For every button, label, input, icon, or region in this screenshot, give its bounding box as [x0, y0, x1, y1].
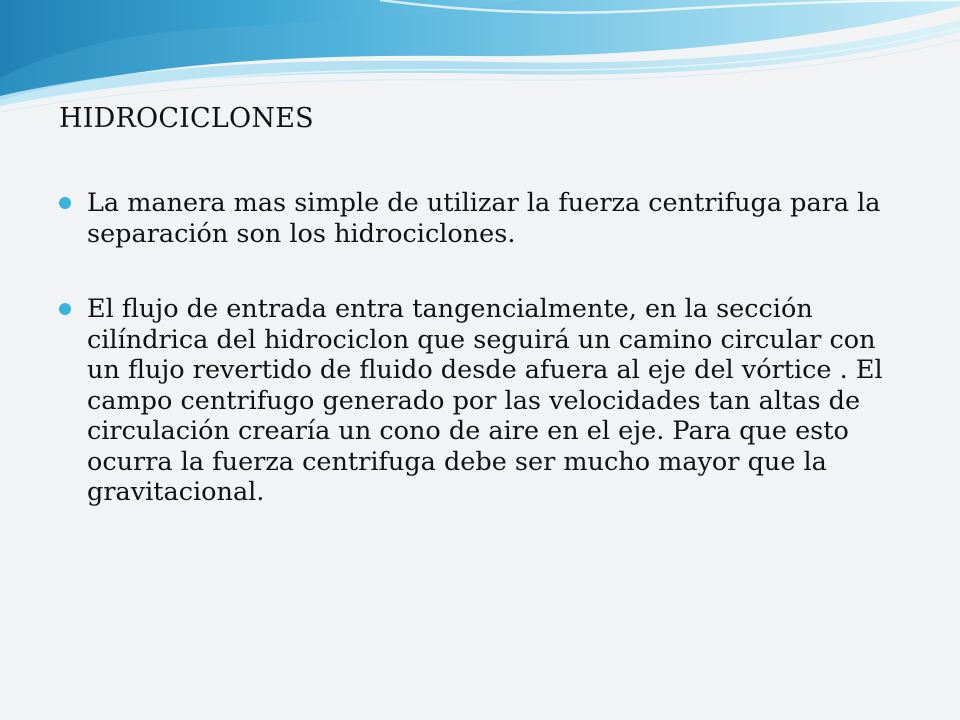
bullet-list [59, 188, 899, 553]
bullet-text: La manera mas simple de utilizar la fuerza centrifuga para la separación son los hidrociclones. [87, 188, 881, 249]
bullet-text: El flujo de entrada entra tangencialmente, en la sección cilíndrica del hidrociclon que seguirá un camino circular con un flujo revertido de fluido desde afuera al eje del vórtice . El campo centrifugo generado por las velocidades tan altas de circulación crearía un cono de aire en el eje. Para que esto ocurra la fuerza centrifuga debe ser mucho mayor que la gravitacional. [87, 294, 883, 507]
bullet-dot-icon [59, 197, 71, 209]
slide-title: HIDROCICLONES [59, 103, 314, 134]
list-item [59, 294, 899, 508]
bullet-dot-icon [59, 303, 71, 315]
list-item [59, 188, 899, 249]
